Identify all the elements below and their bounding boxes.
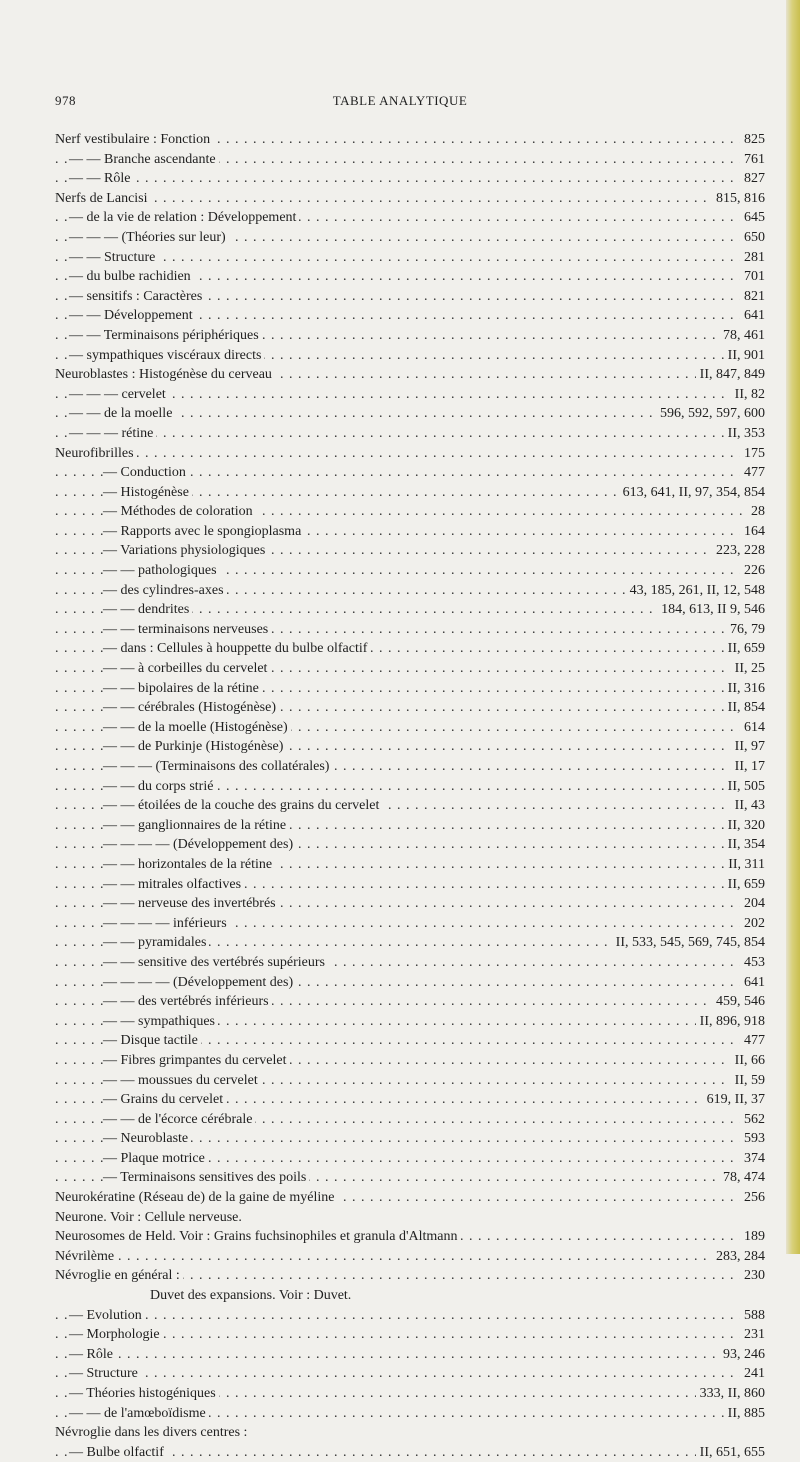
index-entry xyxy=(55,894,765,914)
entry-page-refs: II, 505 xyxy=(724,777,765,797)
entry-label: — — du corps strié xyxy=(103,777,216,797)
entry-label: — — — (Terminaisons des collatérales) xyxy=(103,757,332,777)
entry-label: — — terminaisons nerveuses xyxy=(103,620,271,640)
entry-label: — — — — inférieurs xyxy=(103,914,230,934)
entry-page-refs: 374 xyxy=(740,1149,765,1169)
entry-page-refs: 815, 816 xyxy=(712,189,765,209)
entry-page-refs: 189 xyxy=(740,1227,765,1247)
entry-page-refs: 827 xyxy=(740,169,765,189)
entry-page-refs: II, 854 xyxy=(724,698,765,718)
index-entry xyxy=(55,1443,765,1462)
entry-page-refs: 76, 79 xyxy=(726,620,765,640)
index-entry xyxy=(55,1090,765,1110)
entry-page-refs: II, 847, 849 xyxy=(696,365,765,385)
entry-page-refs: 641 xyxy=(740,973,765,993)
entry-page-refs: 453 xyxy=(740,953,765,973)
index-entry xyxy=(55,326,765,346)
index-entry xyxy=(55,424,765,444)
index-entry xyxy=(55,287,765,307)
entry-label: — Variations physiologiques xyxy=(103,541,268,561)
entry-page-refs: 825 xyxy=(740,130,765,150)
index-entry xyxy=(55,522,765,542)
entry-label: — — bipolaires de la rétine xyxy=(103,679,262,699)
index-entry xyxy=(55,1051,765,1071)
entry-label: Duvet des expansions. Voir : Duvet. xyxy=(150,1286,354,1306)
entry-page-refs: II, 311 xyxy=(724,855,765,875)
entry-label: — Neuroblaste xyxy=(103,1129,191,1149)
index-entry xyxy=(55,502,765,522)
entry-label: — — — (Théories sur leur) xyxy=(69,228,229,248)
entry-label: — — pathologiques xyxy=(103,561,220,581)
entry-label: — du bulbe rachidien xyxy=(69,267,194,287)
index-entry xyxy=(55,992,765,1012)
index-entry xyxy=(55,1345,765,1365)
index-entry xyxy=(55,718,765,738)
index-entry xyxy=(55,444,765,464)
entry-page-refs: II, 659 xyxy=(724,875,765,895)
page-edge-shadow xyxy=(786,0,800,1254)
entry-label: Neurokératine (Réseau de) de la gaine de myéline xyxy=(55,1188,337,1208)
entry-page-refs: 256 xyxy=(740,1188,765,1208)
index-entry xyxy=(55,248,765,268)
entry-page-refs: 164 xyxy=(740,522,765,542)
entry-page-refs: II, 659 xyxy=(724,639,765,659)
entry-label: — — sensitive des vertébrés supérieurs xyxy=(103,953,328,973)
index-entry xyxy=(55,541,765,561)
index-entry xyxy=(55,855,765,875)
entry-page-refs: 641 xyxy=(740,306,765,326)
running-title: TABLE ANALYTIQUE xyxy=(332,93,468,108)
index-entry xyxy=(55,463,765,483)
index-entry xyxy=(55,1325,765,1345)
entry-label: — — horizontales de la rétine xyxy=(103,855,275,875)
index-entry xyxy=(55,1188,765,1208)
entry-page-refs: 593 xyxy=(740,1129,765,1149)
entry-label: — Théories histogéniques xyxy=(69,1384,219,1404)
entry-label: — Morphologie xyxy=(69,1325,163,1345)
entry-label: Névroglie dans les divers centres : xyxy=(55,1423,250,1443)
entry-label: Nerf vestibulaire : Fonction xyxy=(55,130,213,150)
entry-label: — de la vie de relation : Développement xyxy=(69,208,299,228)
index-entry xyxy=(55,483,765,503)
entry-label: — — — rétine xyxy=(69,424,156,444)
entry-label: — — étoilées de la couche des grains du cervelet xyxy=(103,796,382,816)
entry-label: — — Branche ascendante xyxy=(69,150,219,170)
entry-label: — Evolution xyxy=(69,1306,145,1326)
index-entry xyxy=(55,1031,765,1051)
index-entry xyxy=(55,1384,765,1404)
index-entry xyxy=(55,777,765,797)
index-entry xyxy=(55,346,765,366)
entry-label: — — ganglionnaires de la rétine xyxy=(103,816,289,836)
index-entry xyxy=(55,698,765,718)
entry-page-refs: II, 316 xyxy=(724,679,765,699)
entry-page-refs: II, 82 xyxy=(731,385,765,405)
entry-label: — — de la moelle xyxy=(69,404,175,424)
index-entry xyxy=(55,973,765,993)
entry-page-refs: II, 533, 545, 569, 745, 854 xyxy=(612,933,765,953)
entry-label: — Méthodes de coloration xyxy=(103,502,256,522)
entry-label: — sympathiques viscéraux directs xyxy=(69,346,264,366)
entry-page-refs: 78, 474 xyxy=(719,1168,765,1188)
index-entry xyxy=(55,914,765,934)
entry-label: — — de Purkinje (Histogénèse) xyxy=(103,737,286,757)
index-entry xyxy=(55,1286,765,1306)
entry-page-refs: 333, II, 860 xyxy=(696,1384,765,1404)
index-entry xyxy=(55,835,765,855)
entry-page-refs: 202 xyxy=(740,914,765,934)
entry-label: — — Développement xyxy=(69,306,196,326)
entry-label: — Fibres grimpantes du cervelet xyxy=(103,1051,290,1071)
index-entry xyxy=(55,953,765,973)
index-entry xyxy=(55,365,765,385)
entry-label: — — à corbeilles du cervelet xyxy=(103,659,270,679)
index-entry xyxy=(55,385,765,405)
index-entry xyxy=(55,737,765,757)
entry-page-refs: II, 885 xyxy=(724,1404,765,1424)
index-entry xyxy=(55,1247,765,1267)
entry-label: Neurofibrilles xyxy=(55,444,137,464)
index-entry xyxy=(55,796,765,816)
entry-label: — des cylindres-axes xyxy=(103,581,227,601)
index-entry xyxy=(55,933,765,953)
entry-label: — — Terminaisons périphériques xyxy=(69,326,262,346)
entry-label: — Grains du cervelet xyxy=(103,1090,226,1110)
index-entry xyxy=(55,208,765,228)
entry-page-refs: 28 xyxy=(747,502,765,522)
entry-page-refs: 614 xyxy=(740,718,765,738)
entry-label: — — mitrales olfactives xyxy=(103,875,244,895)
entry-label: Névroglie en général : xyxy=(55,1266,183,1286)
entry-label: Neurone. Voir : Cellule nerveuse. xyxy=(55,1208,245,1228)
index-entries xyxy=(55,130,765,1462)
index-entry xyxy=(55,130,765,150)
entry-label: — — — — (Développement des) xyxy=(103,973,296,993)
entry-page-refs: 821 xyxy=(740,287,765,307)
entry-label: Neurosomes de Held. Voir : Grains fuchsinophiles et granula d'Altmann xyxy=(55,1227,461,1247)
entry-page-refs: 43, 185, 261, II, 12, 548 xyxy=(626,581,765,601)
entry-page-refs: 241 xyxy=(740,1364,765,1384)
entry-page-refs: 93, 246 xyxy=(719,1345,765,1365)
entry-page-refs: II, 25 xyxy=(731,659,765,679)
entry-page-refs: 226 xyxy=(740,561,765,581)
entry-page-refs: 477 xyxy=(740,463,765,483)
index-entry xyxy=(55,228,765,248)
page-number: 978 xyxy=(55,93,76,108)
entry-page-refs: II, 320 xyxy=(724,816,765,836)
index-entry xyxy=(55,757,765,777)
entry-page-refs: 477 xyxy=(740,1031,765,1051)
index-entry xyxy=(55,189,765,209)
index-entry xyxy=(55,561,765,581)
entry-label: Névrilème xyxy=(55,1247,117,1267)
entry-page-refs: 184, 613, II 9, 546 xyxy=(657,600,765,620)
entry-page-refs: 281 xyxy=(740,248,765,268)
entry-label: — — — — (Développement des) xyxy=(103,835,296,855)
entry-label: — Conduction xyxy=(103,463,189,483)
index-entry xyxy=(55,600,765,620)
index-entry xyxy=(55,404,765,424)
index-entry xyxy=(55,306,765,326)
entry-page-refs: 645 xyxy=(740,208,765,228)
entry-label: — — des vertébrés inférieurs xyxy=(103,992,272,1012)
index-entry xyxy=(55,1266,765,1286)
index-entry xyxy=(55,1364,765,1384)
entry-label: — Plaque motrice xyxy=(103,1149,208,1169)
entry-label: — — Structure xyxy=(69,248,158,268)
index-entry xyxy=(55,581,765,601)
entry-page-refs: II, 17 xyxy=(731,757,765,777)
index-entry xyxy=(55,1423,765,1443)
entry-label: — — de l'amœboïdisme xyxy=(69,1404,209,1424)
entry-label: Nerfs de Lancisi xyxy=(55,189,151,209)
index-entry xyxy=(55,1227,765,1247)
entry-label: — Rapports avec le spongioplasma xyxy=(103,522,304,542)
entry-page-refs: 619, II, 37 xyxy=(703,1090,765,1110)
entry-page-refs: 223, 228 xyxy=(712,541,765,561)
entry-page-refs: 701 xyxy=(740,267,765,287)
index-entry xyxy=(55,639,765,659)
entry-page-refs: 562 xyxy=(740,1110,765,1130)
entry-page-refs: 596, 592, 597, 600 xyxy=(656,404,765,424)
entry-label: — — de l'écorce cérébrale xyxy=(103,1110,255,1130)
entry-label: — — sympathiques xyxy=(103,1012,218,1032)
index-entry xyxy=(55,1012,765,1032)
entry-label: — — nerveuse des invertébrés xyxy=(103,894,279,914)
entry-label: — Bulbe olfactif xyxy=(69,1443,167,1462)
index-entry xyxy=(55,659,765,679)
entry-label: — — — cervelet xyxy=(69,385,169,405)
entry-page-refs: 761 xyxy=(740,150,765,170)
entry-page-refs: 231 xyxy=(740,1325,765,1345)
index-entry xyxy=(55,1404,765,1424)
entry-label: — — dendrites xyxy=(103,600,192,620)
entry-label: — Structure xyxy=(69,1364,141,1384)
index-entry xyxy=(55,1208,765,1228)
entry-page-refs: II, 59 xyxy=(731,1071,765,1091)
entry-page-refs: 230 xyxy=(740,1266,765,1286)
entry-page-refs: II, 651, 655 xyxy=(696,1443,765,1462)
entry-label: — — cérébrales (Histogénèse) xyxy=(103,698,279,718)
index-entry xyxy=(55,1168,765,1188)
entry-page-refs: II, 43 xyxy=(731,796,765,816)
index-entry xyxy=(55,169,765,189)
entry-label: — — pyramidales xyxy=(103,933,209,953)
entry-label: — dans : Cellules à houppette du bulbe olfactif xyxy=(103,639,370,659)
entry-label: — sensitifs : Caractères xyxy=(69,287,205,307)
index-entry xyxy=(55,1149,765,1169)
index-entry xyxy=(55,816,765,836)
index-entry xyxy=(55,267,765,287)
index-entry xyxy=(55,679,765,699)
entry-label: — Histogénèse xyxy=(103,483,192,503)
entry-page-refs: 283, 284 xyxy=(712,1247,765,1267)
index-entry xyxy=(55,1071,765,1091)
entry-label: — — Rôle xyxy=(69,169,133,189)
entry-label: — Rôle xyxy=(69,1345,116,1365)
index-entry xyxy=(55,620,765,640)
entry-page-refs: 459, 546 xyxy=(712,992,765,1012)
entry-page-refs: 78, 461 xyxy=(719,326,765,346)
index-entry xyxy=(55,150,765,170)
entry-label: Neuroblastes : Histogénèse du cerveau xyxy=(55,365,275,385)
entry-page-refs: II, 896, 918 xyxy=(696,1012,765,1032)
entry-label: — Terminaisons sensitives des poils xyxy=(103,1168,309,1188)
entry-page-refs: II, 901 xyxy=(724,346,765,366)
page-header xyxy=(0,93,800,113)
index-entry xyxy=(55,1110,765,1130)
entry-page-refs: 204 xyxy=(740,894,765,914)
entry-label: — — de la moelle (Histogénèse) xyxy=(103,718,291,738)
entry-label: — Disque tactile xyxy=(103,1031,201,1051)
entry-page-refs: II, 353 xyxy=(724,424,765,444)
entry-page-refs: II, 66 xyxy=(731,1051,765,1071)
index-entry xyxy=(55,875,765,895)
entry-page-refs: 588 xyxy=(740,1306,765,1326)
index-entry xyxy=(55,1306,765,1326)
entry-page-refs: II, 354 xyxy=(724,835,765,855)
entry-label: — — moussues du cervelet xyxy=(103,1071,261,1091)
index-entry xyxy=(55,1129,765,1149)
entry-page-refs: 175 xyxy=(740,444,765,464)
entry-page-refs: II, 97 xyxy=(731,737,765,757)
entry-page-refs: 613, 641, II, 97, 354, 854 xyxy=(619,483,765,503)
entry-page-refs: 650 xyxy=(740,228,765,248)
